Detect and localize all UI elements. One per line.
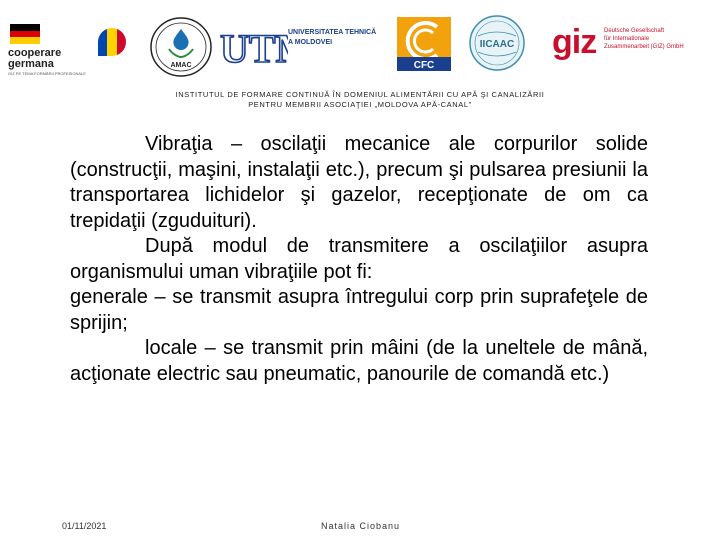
footer-date: 01/11/2021 xyxy=(62,521,107,531)
germany-flag-icon xyxy=(10,24,40,44)
giz-logo-text: Deutsche Gesellschaft für Internationale Zusammenarbeit (GIZ) GmbH xyxy=(604,28,684,50)
giz-mark: giz xyxy=(552,23,597,61)
paragraph-transmission-types: După modul de transmitere a oscilaţiilor asupra organismului uman vibraţiile pot fi: xyxy=(70,235,648,283)
footer-author: Natalia Ciobanu xyxy=(321,521,401,531)
institute-header-line-1: INSTITUTUL DE FORMARE CONTINUĂ ÎN DOMENIUL ALIMENTĂRII CU APĂ ŞI CANALIZĂRII xyxy=(175,90,545,99)
coop-logo-text: cooperare germana xyxy=(8,47,62,70)
iicaac-label: IICAAC xyxy=(479,39,515,50)
paragraph-local-vibrations: locale – se transmit prin mâini (de la uneltele de mână, acţionate electric sau pneumatic, panourile de comandă etc.) xyxy=(70,337,648,385)
cfc-logo xyxy=(395,15,453,73)
amac-label: AMAC xyxy=(170,62,192,69)
utm-letters: UT xyxy=(220,26,276,71)
moldova-flag-icon xyxy=(98,28,126,56)
utm-logo xyxy=(218,18,380,72)
slide-body xyxy=(70,132,648,387)
iicaac-logo xyxy=(468,14,526,72)
cfc-label: CFC xyxy=(413,60,435,71)
coop-logo-subtext: GIZ PE TEMA FORMĂRII PROFESIONALE xyxy=(8,71,86,76)
paragraph-general-vibrations: generale – se transmit asupra întregului corp prin suprafeţele de sprijin; xyxy=(70,286,648,334)
giz-logo xyxy=(548,15,718,70)
cooperare-germana-logo xyxy=(6,18,128,78)
amac-logo xyxy=(145,15,217,79)
utm-logo-text: UNIVERSITATEA TEHNICĂ A MOLDOVEI xyxy=(288,29,377,46)
institute-header-line-2: PENTRU MEMBRII ASOCIAŢIEI „MOLDOVA APĂ-CANAL” xyxy=(248,100,472,109)
paragraph-vibration-definition: Vibraţia – oscilaţii mecanice ale corpurilor solide (construcţii, maşini, instalaţii etc.), precum şi pulsarea presiunii la transportarea lichidelor şi gazelor, recepţionate de om ca trepidaţii (zguduituri). xyxy=(70,133,648,232)
